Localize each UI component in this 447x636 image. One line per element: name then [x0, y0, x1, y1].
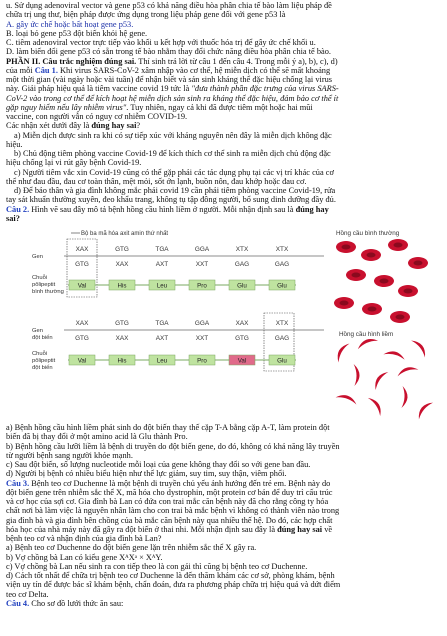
normal-amino-acid-label: His [117, 282, 127, 290]
mutant-codon-bottom: GAG [274, 335, 290, 342]
sickle-red-cell [368, 395, 385, 416]
normal-red-cell-center [414, 261, 423, 266]
option-b: B. loại bỏ gene p53 đột biến khỏi hệ gene. [6, 28, 148, 38]
q1-option-b-cont: hiệu chống lại vi rút gây bệnh Covid-19. [6, 158, 142, 168]
document-page [6, 1, 442, 608]
q1-question-end: ? [136, 121, 141, 131]
q2-option-a-cont: biến đã bị thay đổi ở một amino acid là Glu thành Pro. [6, 432, 188, 442]
part2-title: PHẦN II. Câu trắc nghiệm đúng sai. [6, 56, 137, 66]
sickle-red-cell [354, 364, 360, 386]
normal-amino-acid-label: Leu [156, 282, 168, 290]
q3-line: chất nơi bà làm việc là nguyên nhân làm cho con trai bà mắc bệnh vì không có thành viên nào trong [6, 506, 340, 516]
mut-chain-label-2: pôlipeptit [32, 358, 56, 364]
part2-heading [6, 57, 442, 66]
q2-label: Câu 2. [6, 204, 30, 214]
mutant-codon-top: XAX [235, 320, 249, 327]
red-cells-group [334, 239, 433, 419]
normal-red-cell-center [352, 273, 361, 278]
sickle-red-cell [411, 337, 429, 358]
mutant-amino-acid-label: His [117, 357, 127, 365]
q1-line: vaccine, con người vẫn có nguy cơ nhiễm COVID-19. [6, 112, 188, 121]
mutant-amino-acid-label: Leu [156, 357, 168, 365]
mutant-codon-top: XAX [75, 320, 89, 327]
q1-question-text: Các nhận xét dưới đây là [6, 121, 92, 131]
q2-option-d: d) Người bị bệnh có nhiều biểu hiện như thể lực giảm, suy tim, suy thận, viêm phổi. [6, 469, 287, 479]
q1-option-b: b) Chủ động tiêm phòng vaccine Covid-19 để kích thích cơ thể sinh ra miễn dịch chủ động đặc [14, 149, 331, 158]
option-a: A. gây ức chế hoặc bất hoạt gene p53. [6, 19, 134, 29]
sickle-red-cell [371, 369, 388, 390]
q1-label: Câu 1. [34, 65, 58, 75]
sickle-cell-figure [6, 225, 442, 421]
q1-quote-line: CoV-2 vào trong cơ thể để kích hoạt hệ miễn dịch sản sinh ra kháng thể đặc hiệu, đảm bảo cơ thể ít [6, 93, 339, 103]
q1-quote: "đưa thành phần đặc trưng của virus SARS- [191, 84, 339, 94]
q1-text: Khi virus SARS-CoV-2 xâm nhập vào cơ thể, hệ miễn dịch có thể sẽ mất khoảng [57, 65, 331, 75]
text-line [6, 10, 442, 19]
q3-line: và cơ học của sợi cơ. Gia đình bà Lan có đứa con trai mắc căn bệnh này đã cho rằng công ty hóa [6, 497, 329, 506]
part2-instruction-cont: của mỗi [6, 65, 35, 75]
q1-line [6, 66, 442, 75]
q2-option-c: c) Sau đột biến, số lượng nucleotide mỗi loại của gene không thay đổi so với gene ban đầu. [6, 460, 311, 469]
q2-text: Hình vẽ sau đây mô tả bệnh hồng cầu hình liềm ở người. Mỗi nhận định sau là [29, 204, 296, 214]
normal-amino-acid-label: Val [77, 282, 87, 290]
q3-option-d-cont: viện uy tín để được bác sĩ khám bệnh, chẩn đoán, đưa ra phương pháp chữa trị hiệu quả và dứt điểm [6, 580, 341, 590]
q1-option-c-cont: thể như đau đầu, đau cơ toàn thân, mệt mỏi, sốt ớn lạnh, buồn nôn, đau khớp hoặc đau cơ. [6, 176, 307, 186]
q4-line [6, 599, 442, 608]
text-line-content: chữa trị ung thư, biện pháp được ứng dụng trong liệu pháp gene đối với gene p53 là [6, 10, 286, 20]
normal-codon-bottom: GAG [274, 261, 290, 268]
normal-codon-top: TGA [155, 246, 169, 253]
chain-label-1: Chuỗi [32, 275, 48, 281]
q1-line [6, 103, 442, 112]
q1-option-c: c) Người tiêm vắc xin Covid-19 cũng có thể gặp phải các tác dụng phụ tại các vị trí khác của cơ [14, 167, 334, 177]
q3-line: gia đình bà và gia đình bên chồng của bà mắc căn bệnh này qua nhiều thế hệ. Do đó, các hợp chất [6, 515, 333, 525]
mut-gene-label-2: đột biến [32, 335, 53, 341]
normal-codon-bottom: AXT [155, 261, 169, 268]
q1-text: này. Giải pháp hiệu quả là tiêm vaccine covid 19 tức là [6, 84, 192, 94]
chain-label-2: pôlipeptit [32, 282, 56, 288]
sickle-red-cell [396, 364, 419, 376]
mutant-codon-top: GGA [194, 320, 210, 327]
part2-instruction: Thí sinh trả lời từ câu 1 đến câu 4. Trong mỗi ý a), b), c), d) [136, 56, 338, 66]
normal-codon-top: GTG [115, 246, 129, 253]
normal-red-cell-center [367, 253, 376, 258]
sickle-red-cell [334, 341, 350, 363]
q3-option-d: d) Cách tốt nhất để chữa trị bệnh teo cơ Duchenne là đến thăm khám các cơ sở, phòng khám, bệnh [6, 571, 335, 580]
q1-option-a-cont: hiệu. [6, 139, 23, 149]
normal-red-cell-center [342, 245, 351, 250]
option-c: C. tiêm adenoviral vector trực tiếp vào khối u kết hợp với thuốc hóa trị để gây ức chế khối u. [6, 38, 316, 47]
q3-text: Bệnh teo cơ Duchenne là một bệnh di truyền chủ yếu ảnh hưởng đến trẻ em. Bệnh này do [29, 478, 331, 488]
mutant-codon-bottom: GTG [235, 335, 249, 342]
mut-chain-label-3: đột biến [32, 365, 53, 371]
mutant-amino-acid-label: Glu [277, 357, 287, 365]
q1-option-d-cont: tay sát khuẩn thường xuyên, đeo khẩu trang, không tụ tập đông người, bổ sung dinh dưỡng đầy đủ. [6, 195, 336, 205]
mutant-codon-top: GTG [115, 320, 129, 327]
mutant-codon-bottom: XAX [115, 335, 129, 342]
sickle-red-cell [401, 386, 408, 408]
q3-option-b: b) Vợ chồng bà Lan có kiểu gene XᴬXᵃ × XᴬY. [6, 552, 163, 562]
q1-line: một thời gian (vài ngày hoặc vài tuần) để nhận biết và sản sinh kháng thể đặc hiệu chống lại virus [6, 75, 333, 84]
normal-codon-top: XAX [75, 246, 89, 253]
text-line: u. Sử dụng adenoviral vector và gene p53 có khả năng điều hòa phân chia tế bào làm liệu pháp đề [6, 1, 332, 10]
normal-red-cell-center [340, 301, 349, 306]
q1-question-bold: đúng hay sai [91, 121, 137, 131]
q3-option-c: c) Vợ chồng bà Lan nếu sinh ra con tiếp theo là con gái thì cũng bị bệnh teo cơ Duchenne. [6, 561, 308, 571]
normal-codon-top: GGA [194, 246, 210, 253]
q1-question [6, 121, 442, 130]
q1-option-d: d) Để bảo thân và gia đình không mắc phải covid 19 cần phải tiêm phòng vaccine Covid-19, rửa [14, 186, 336, 195]
normal-codon-top: XTX [275, 246, 289, 253]
sickle-red-cell [415, 399, 433, 419]
normal-red-cell-center [368, 307, 377, 312]
sickle-red-cell [336, 392, 359, 404]
normal-amino-acid-label: Glu [277, 282, 287, 290]
mutant-codon-bottom: AXT [155, 335, 169, 342]
mutant-amino-acid-label: Val [237, 357, 247, 365]
q1-quote: gặp nguy hiểm nếu lây nhiễm virus" [6, 102, 127, 112]
gene-label: Gen [32, 254, 43, 260]
normal-cell-label: Hồng cầu bình thường [336, 230, 400, 237]
q2-option-b-cont: từ người bệnh sang người khỏe mạnh. [6, 450, 133, 460]
q3-end: về [322, 524, 333, 534]
normal-red-cell-center [394, 243, 403, 248]
normal-codon-bottom: GAG [234, 261, 250, 268]
normal-red-cell-center [396, 315, 405, 320]
q3-text: hóa học của nhà máy này đã gây ra đột biến ở thai nhi. Mỗi nhận định sau đây là [6, 524, 278, 534]
normal-red-cell-center [380, 279, 389, 284]
q1-line [6, 84, 442, 93]
chain-label-3: bình thường [32, 289, 64, 295]
q2-bold-cont: sai? [6, 213, 20, 223]
sickle-cell-label: Hồng cầu hình liềm [339, 331, 394, 338]
q2-option-b: b) Bệnh hồng cầu lưỡi liềm là bệnh di truyền do đột biến gene, do đó, không có khả năng lây truyền [6, 441, 340, 451]
q3-line: đột biến gene trên nhiễm sắc thể X, mã hóa cho dystrophin, một protein cơ bản để duy trì cấu trúc [6, 487, 333, 497]
mutant-codon-bottom: GTG [75, 335, 89, 342]
mutant-amino-acid-label: Pro [197, 357, 207, 365]
q1-option-a: a) Miễn dịch được sinh ra khi có sự tiếp xúc với kháng nguyên nên đây là miễn dịch không đặc [14, 130, 332, 140]
option-d: D. làm biến đổi gene p53 có sẵn trong tế bào nhằm thay đổi chức năng điều hòa phân chia tế bào. [6, 47, 331, 57]
codon-caption: Bộ ba mã hóa axit amin thứ nhất [81, 231, 169, 237]
q3-label: Câu 3. [6, 478, 30, 488]
mutant-codon-bottom: XXT [195, 335, 209, 342]
q3-bold: đúng hay sai [277, 524, 323, 534]
normal-amino-acid-label: Pro [197, 282, 207, 290]
q4-text: Cho sơ đồ lưới thức ăn sau: [29, 598, 124, 608]
q2-line [6, 205, 442, 214]
normal-amino-acid-label: Glu [237, 282, 247, 290]
q3-option-a: a) Bệnh teo cơ Duchenne do đột biến gene lặn trên nhiễm sắc thể X gây ra. [6, 543, 257, 553]
mut-chain-label-1: Chuỗi [32, 351, 48, 357]
sickle-red-cell [383, 349, 406, 360]
q3-line [6, 479, 442, 488]
q2-option-a: a) Bệnh hồng cầu hình liềm phát sinh do đột biến thay thế cặp T-A bằng cặp A-T, làm protein đột [6, 423, 330, 432]
codon-group [68, 246, 296, 365]
q4-label: Câu 4. [6, 598, 30, 608]
sickle-cell-diagram [6, 225, 442, 421]
q3-option-d-cont: teo cơ Delta. [6, 589, 49, 599]
mut-gene-label-1: Gen [32, 328, 43, 334]
normal-codon-top: XTX [235, 246, 249, 253]
mutant-codon-top: XTX [275, 320, 289, 327]
q3-line [6, 525, 442, 534]
mutant-amino-acid-label: Val [77, 357, 87, 365]
q1-text: . Tuy nhiên, ngay cả khi đã được tiêm một hoặc hai mũi [126, 102, 313, 112]
mutant-codon-top: TGA [155, 320, 169, 327]
normal-codon-bottom: GTG [75, 261, 89, 268]
normal-codon-bottom: XAX [115, 261, 129, 268]
q3-line: bệnh teo cơ và nhận định của gia đình bà Lan? [6, 534, 162, 543]
normal-red-cell-center [404, 289, 413, 294]
normal-codon-bottom: XXT [195, 261, 209, 268]
q2-bold: đúng hay [295, 204, 329, 214]
